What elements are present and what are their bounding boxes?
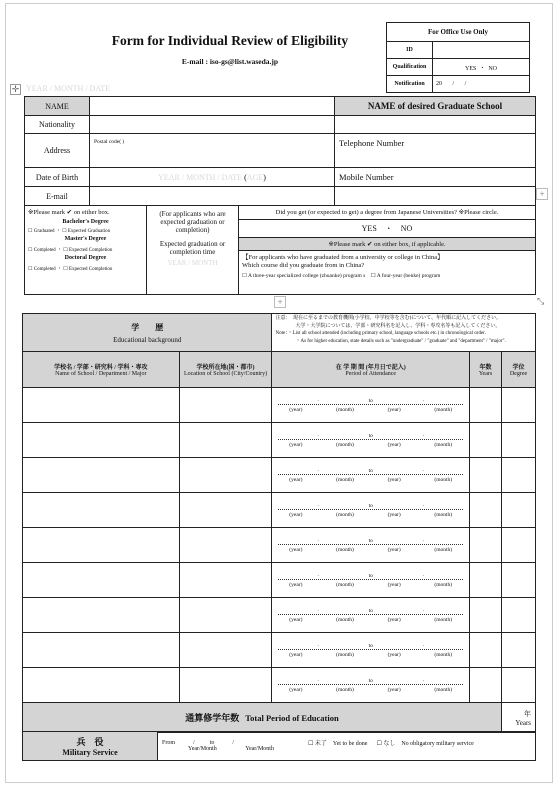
school-name-cell[interactable] [23, 668, 180, 703]
name-label: NAME [25, 97, 90, 116]
period-dot: · [317, 537, 320, 544]
period-month: (month) [336, 476, 354, 483]
note-jp-1: 注意： 現在に至るまでの教育機関(小学校、中学校等を含む)について、年代順に記入してください。 [275, 316, 502, 321]
period-cell[interactable] [272, 528, 470, 563]
contact-email: E-mail : iso-gs@list.waseda.jp [181, 57, 279, 66]
col4-en: Years [478, 371, 493, 377]
col-period-header [272, 352, 470, 388]
period-line [278, 684, 463, 685]
degree-cell[interactable] [502, 528, 536, 563]
applicants-note: (For applicants who are expected graduation or completion) [159, 210, 226, 234]
name-field[interactable] [90, 97, 335, 116]
four-year-option[interactable]: ☐ A four-year (benke) program [370, 273, 441, 279]
period-year: (year) [387, 441, 401, 448]
period-year: (year) [387, 616, 401, 623]
years-en: Years [515, 718, 531, 727]
telephone-field[interactable] [335, 134, 536, 168]
desired-school-label: NAME of desired Graduate School [335, 97, 536, 116]
slash: / [452, 81, 455, 87]
col2-jp: 学校所在地(国・都市) [196, 365, 255, 371]
japan-yes-no[interactable] [239, 220, 535, 237]
mobile-value-field[interactable] [335, 187, 536, 206]
total-jp: 通算修学年数 [185, 713, 240, 723]
office-notification-field[interactable] [433, 76, 530, 93]
expected-completion-option: Expected Completion [68, 267, 113, 272]
postal-code-label: Postal code( ) [94, 139, 125, 145]
period-month: (month) [434, 406, 453, 413]
period-month: (month) [434, 616, 453, 623]
completed-option: Completed [33, 248, 56, 253]
checkbox-icon[interactable]: ☐ [62, 229, 67, 234]
table-row [23, 458, 536, 493]
degree-cell[interactable] [502, 493, 536, 528]
sep: ・ [56, 248, 62, 253]
checkbox-icon[interactable]: ☐ [28, 248, 33, 253]
not-yet-label: ☐ 未了 Yet to be done [308, 741, 368, 747]
col3-jp: 在 学 期 間 (年月日で記入) [335, 365, 406, 371]
period-dot: · [317, 502, 320, 509]
dob-field[interactable] [90, 168, 335, 187]
period-line [278, 579, 463, 580]
none-label: ☐ なし No obligatory military service [376, 741, 474, 747]
china-options[interactable] [239, 269, 535, 279]
table-row [23, 598, 536, 633]
degree-cell[interactable] [502, 668, 536, 703]
period-month: (month) [336, 616, 354, 623]
checkbox-icon[interactable]: ☐ [63, 267, 68, 272]
period-line [278, 544, 463, 545]
nationality-field[interactable] [90, 116, 335, 134]
master-options[interactable] [28, 246, 143, 253]
age-open: ( [244, 172, 247, 182]
period-cell[interactable] [272, 563, 470, 598]
not-yet-option[interactable] [308, 738, 474, 747]
period-month: (month) [434, 511, 453, 518]
period-year: (year) [387, 406, 401, 413]
years-cell[interactable] [470, 563, 502, 598]
slash: / [217, 172, 220, 182]
school-location-cell[interactable] [179, 528, 272, 563]
add-column-icon[interactable]: + [536, 188, 548, 200]
sep: ・ [56, 267, 62, 272]
checkbox-icon[interactable]: ☐ [28, 229, 33, 234]
checkbox-icon[interactable]: ☐ [28, 267, 33, 272]
personal-info-table [24, 96, 536, 206]
school-name-cell[interactable] [23, 563, 180, 598]
period-month: (month) [336, 686, 354, 693]
note-jp-2: 大学・大学院については、学部・研究科名を記入し、学科・専攻名等も記入してください。 [295, 323, 501, 329]
period-dot: · [422, 572, 425, 579]
mobile-label: Mobile Number [339, 172, 394, 182]
yes-option[interactable]: YES [361, 224, 377, 233]
period-cell[interactable] [272, 668, 470, 703]
expected-time-label: Expected graduation or completion time [159, 240, 226, 256]
table-row [23, 528, 536, 563]
table-move-handle-icon[interactable]: ✛ [11, 84, 20, 94]
address-field[interactable] [90, 134, 335, 168]
years-cell[interactable] [470, 633, 502, 668]
education-heading [23, 314, 272, 352]
resize-handle-icon[interactable]: ⤡ [537, 296, 545, 306]
degree-cell[interactable] [502, 458, 536, 493]
period-month: (month) [336, 406, 354, 413]
period-year: (year) [289, 651, 303, 658]
master-label: Master's Degree [64, 236, 107, 242]
year-month-label: Year/Month [245, 746, 274, 752]
education-heading-jp: 学 歴 [131, 322, 164, 332]
years-cell[interactable] [470, 493, 502, 528]
school-name-cell[interactable] [23, 493, 180, 528]
note-en-2: ・As for higher education, state details such as "undergraduate" / "graduate" and "department" / "major". [295, 338, 506, 344]
col-school-header [23, 352, 180, 388]
three-year-option[interactable]: ☐ A three-year specialized college (zhuanke) program s [242, 273, 366, 279]
bachelor-options[interactable] [28, 227, 143, 234]
year-month-label: Year/Month [188, 746, 217, 752]
period-line [278, 509, 463, 510]
slash: / [232, 740, 235, 746]
period-month: (month) [434, 686, 453, 693]
period-dot: · [422, 502, 425, 509]
date-placeholder-top: YEAR / MONTH / DATE [26, 84, 110, 93]
period-to: to [368, 572, 373, 579]
period-line [278, 614, 463, 615]
nationality-label: Nationality [25, 116, 90, 134]
yes-text: YES [464, 65, 477, 72]
from-label: From [162, 740, 176, 746]
period-to: to [368, 677, 373, 684]
japan-question: Did you get (or expected to get) a degree from Japanese Universities? ※Please circle. [239, 206, 535, 220]
period-month: (month) [434, 651, 453, 658]
degree-cell[interactable] [502, 563, 536, 598]
office-qualification-label: Qualification [387, 59, 433, 76]
period-year: (year) [387, 686, 401, 693]
office-heading: For Office Use Only [387, 23, 530, 42]
col-location-header [179, 352, 272, 388]
no-text: NO [488, 65, 498, 72]
school-name-cell[interactable] [23, 528, 180, 563]
age-close: ) [263, 172, 266, 182]
office-notification-label: Notification [387, 76, 433, 93]
school-location-cell[interactable] [179, 563, 272, 598]
period-cell[interactable] [272, 598, 470, 633]
military-label [23, 732, 158, 761]
years-cell[interactable] [470, 528, 502, 563]
period-month: (month) [336, 546, 354, 553]
office-id-field[interactable] [433, 42, 530, 59]
col3-en: Period of Attendance [345, 371, 397, 377]
month-placeholder: MONTH [186, 172, 216, 182]
period-dot: · [317, 432, 320, 439]
dob-label: Date of Birth [25, 168, 90, 187]
table-row [23, 493, 536, 528]
period-dot: · [422, 607, 425, 614]
period-dot: · [422, 537, 425, 544]
school-location-cell[interactable] [179, 423, 272, 458]
period-year: (year) [387, 511, 401, 518]
years-cell[interactable] [470, 668, 502, 703]
mark-note-2: ※Please mark ✔ on either box, if applicable. [239, 237, 535, 251]
period-to: to [368, 432, 373, 439]
period-year: (year) [289, 406, 303, 413]
email-field[interactable] [90, 187, 335, 206]
sep: ・ [55, 229, 61, 234]
years-cell[interactable] [470, 598, 502, 633]
period-cell[interactable] [272, 388, 470, 423]
form-title: Form for Individual Review of Eligibility [111, 33, 349, 48]
period-month: (month) [434, 476, 453, 483]
period-year: (year) [289, 441, 303, 448]
to-label: to [209, 740, 215, 746]
slash: / [464, 81, 467, 87]
degree-cell[interactable] [502, 423, 536, 458]
mark-note: ※Please mark ✔ on either box. [28, 209, 110, 216]
period-cell[interactable] [272, 458, 470, 493]
col4-jp: 年数 [479, 365, 492, 371]
desired-school-field[interactable] [335, 116, 536, 134]
period-year: (year) [387, 651, 401, 658]
total-years-field[interactable] [502, 703, 536, 733]
degree-cell[interactable] [502, 598, 536, 633]
period-year: (year) [387, 476, 401, 483]
telephone-label: Telephone Number [339, 138, 405, 148]
separator: ・ [479, 65, 486, 72]
period-line [278, 649, 463, 650]
doctoral-label: Doctoral Degree [64, 255, 107, 261]
period-dot: · [422, 642, 425, 649]
period-month: (month) [336, 581, 354, 588]
period-month: (month) [434, 581, 453, 588]
degree-cell[interactable] [502, 633, 536, 668]
military-period-field[interactable] [158, 732, 536, 761]
office-use-table [386, 22, 530, 93]
office-qualification-field[interactable] [433, 59, 530, 76]
period-year: (year) [289, 546, 303, 553]
period-month: (month) [336, 511, 354, 518]
period-year: (year) [289, 511, 303, 518]
bachelor-label: Bachelor's Degree [62, 219, 109, 225]
period-line [278, 474, 463, 475]
period-dot: · [317, 677, 320, 684]
period-to: to [368, 397, 373, 404]
address-label: Address [25, 134, 90, 168]
note-en-1: Note：・List all school attended (including primary school, language schools etc.) in chronological order. [275, 331, 486, 336]
table-row [23, 563, 536, 598]
col1-en: Name of School / Department / Major [55, 371, 147, 377]
china-question: Which course did you graduate from in China? [242, 262, 365, 269]
period-year: (year) [289, 686, 303, 693]
period-line [278, 439, 463, 440]
military-table [22, 731, 536, 761]
period-to: to [368, 607, 373, 614]
office-id-label: ID [387, 42, 433, 59]
years-jp: 年 [524, 709, 531, 718]
completed-option: Completed [33, 267, 56, 272]
graduated-option: Graduated [33, 229, 55, 234]
school-location-cell[interactable] [179, 458, 272, 493]
period-cell[interactable] [272, 493, 470, 528]
period-year: (year) [289, 616, 303, 623]
col5-en: Degree [509, 371, 528, 377]
school-location-cell[interactable] [179, 493, 272, 528]
period-dot: · [317, 467, 320, 474]
degree-cell[interactable] [502, 388, 536, 423]
school-location-cell[interactable] [179, 668, 272, 703]
slash: / [193, 740, 195, 746]
degree-table [24, 205, 536, 295]
education-table [22, 313, 536, 733]
school-location-cell[interactable] [179, 598, 272, 633]
japan-china-cell [239, 206, 536, 295]
china-note: 【For applicants who have graduated from a university or college in China】 [242, 254, 444, 261]
military-jp: 兵 役 [76, 737, 104, 747]
no-option[interactable]: NO [400, 224, 413, 233]
checkbox-icon[interactable]: ☐ [63, 248, 68, 253]
military-en: Military Service [62, 748, 118, 757]
expected-time-cell[interactable] [147, 206, 239, 295]
period-year: (year) [387, 546, 401, 553]
col1-jp: 学校名 / 学部・研究科 / 学科・専攻 [54, 365, 148, 371]
add-row-icon[interactable]: + [274, 296, 286, 308]
date-placeholder: DATE [221, 172, 243, 182]
period-to: to [368, 537, 373, 544]
education-notes [272, 314, 536, 352]
col-degree-header [502, 352, 536, 388]
period-dot: · [317, 642, 320, 649]
period-year: (year) [289, 476, 303, 483]
school-location-cell[interactable] [179, 633, 272, 668]
expected-time-placeholder: YEAR / MONTH [167, 259, 218, 267]
school-name-cell[interactable] [23, 633, 180, 668]
table-row [23, 388, 536, 423]
period-to: to [368, 642, 373, 649]
year-placeholder: YEAR [158, 172, 180, 182]
period-cell[interactable] [272, 633, 470, 668]
period-dot: · [422, 432, 425, 439]
col2-en: Location of School (City/Country) [183, 371, 268, 377]
period-year: (year) [289, 581, 303, 588]
period-dot: · [317, 572, 320, 579]
table-row [23, 423, 536, 458]
expected-completion-option: Expected Completion [68, 248, 113, 253]
degree-type-cell [25, 206, 147, 295]
period-month: (month) [434, 441, 453, 448]
doctoral-options[interactable] [28, 265, 143, 272]
period-line [278, 404, 463, 405]
mobile-field[interactable] [335, 168, 536, 187]
school-location-cell[interactable] [179, 388, 272, 423]
sep: ・ [384, 224, 393, 233]
period-dot: · [422, 397, 425, 404]
period-dot: · [317, 397, 320, 404]
total-period-label [23, 703, 502, 733]
period-to: to [368, 502, 373, 509]
table-row [23, 633, 536, 668]
education-heading-en: Educational background [113, 335, 182, 344]
period-month: (month) [336, 441, 354, 448]
school-name-cell[interactable] [23, 598, 180, 633]
school-name-cell[interactable] [23, 458, 180, 493]
email-label: E-mail [25, 187, 90, 206]
period-month: (month) [336, 651, 354, 658]
total-en: Total Period of Education [245, 713, 339, 723]
col5-jp: 学位 [512, 365, 525, 371]
period-dot: · [422, 467, 425, 474]
years-cell[interactable] [470, 388, 502, 423]
table-row [23, 668, 536, 703]
col-years-header [470, 352, 502, 388]
years-cell[interactable] [470, 458, 502, 493]
age-placeholder: AGE [246, 172, 264, 182]
period-month: (month) [434, 546, 453, 553]
year-prefix: 20 [436, 81, 442, 87]
school-name-cell[interactable] [23, 388, 180, 423]
period-dot: · [422, 677, 425, 684]
years-cell[interactable] [470, 423, 502, 458]
period-cell[interactable] [272, 423, 470, 458]
slash: / [181, 172, 185, 182]
school-name-cell[interactable] [23, 423, 180, 458]
period-to: to [368, 467, 373, 474]
period-year: (year) [387, 581, 401, 588]
expected-graduation-option: Expected Graduation [67, 229, 111, 234]
period-dot: · [317, 607, 320, 614]
